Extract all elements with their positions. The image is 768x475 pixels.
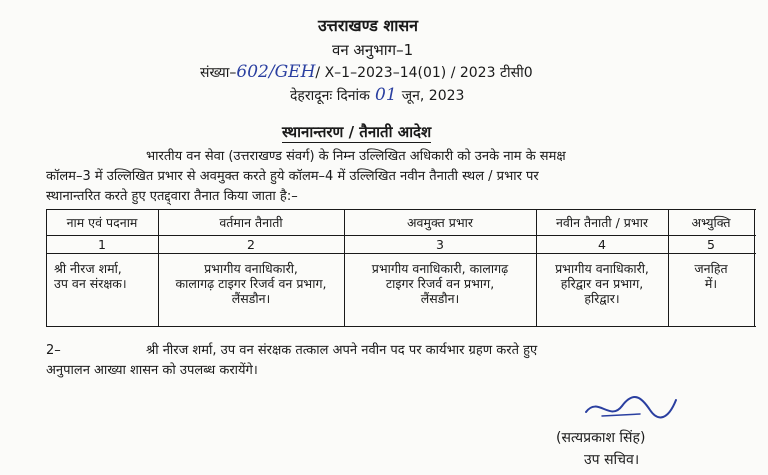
- relieved-charge-line-1: प्रभागीय वनाधिकारी, कालागढ़: [371, 261, 509, 276]
- table-border-bottom: [46, 326, 756, 327]
- date-suffix: जून, 2023: [401, 88, 465, 104]
- table-number-divider: [46, 253, 756, 254]
- table-col-number-5: 5: [707, 237, 715, 252]
- table-header-current-posting: वर्तमान तैनाती: [219, 215, 283, 230]
- table-col-number-3: 3: [436, 237, 444, 252]
- table-border-top: [46, 209, 756, 210]
- para2-line-2: अनुपालन आख्या शासन को उपलब्ध करायेंगे।: [46, 363, 258, 378]
- table-header-relieved-charge: अवमुक्त प्रभार: [406, 215, 474, 230]
- new-posting-line-3: हरिद्वार।: [584, 291, 620, 306]
- ref-suffix: / X–1–2023–14(01) / 2023 टीसी0: [315, 65, 533, 81]
- remarks-line-2: में।: [704, 276, 718, 291]
- table-cell-name: [54, 261, 127, 291]
- current-posting-line-3: लैंसडौन।: [231, 291, 271, 306]
- table-cell-current-posting: [158, 261, 344, 306]
- section-name: वन अनुभाग–1: [332, 41, 414, 59]
- order-title: [282, 122, 431, 142]
- table-header-remarks: अभ्युक्ति: [691, 215, 731, 230]
- signatory-designation: उप सचिव।: [584, 452, 640, 468]
- remarks-line-1: जनहित: [694, 261, 728, 276]
- table-cell-new-posting: [536, 261, 668, 306]
- government-title: उत्तराखण्ड शासन: [318, 16, 419, 35]
- table-col-number-2: 2: [247, 237, 255, 252]
- current-posting-line-2: कालागढ़ टाइगर रिजर्व वन प्रभाग,: [175, 276, 327, 291]
- signatory-name: (सत्यप्रकाश सिंह): [556, 430, 646, 446]
- signature-scribble: [580, 392, 680, 428]
- intro-line-3: स्थानान्तरित करते हुए एतद्द्वारा तैनात किया जाता है:–: [46, 189, 298, 204]
- para2-line-1: श्री नीरज शर्मा, उप वन संरक्षक तत्काल अपने नवीन पद पर कार्यभार ग्रहण करते हुए: [146, 343, 538, 358]
- new-posting-line-1: प्रभागीय वनाधिकारी,: [555, 261, 649, 276]
- table-header-name: नाम एवं पदनाम: [66, 215, 138, 230]
- date-prefix: देहरादूनः दिनांक: [290, 88, 370, 104]
- officer-designation: उप वन संरक्षक।: [54, 276, 127, 291]
- officer-name: श्री नीरज शर्मा,: [54, 261, 122, 276]
- intro-line-2: कॉलम–3 में उल्लिखित प्रभार से अवमुक्त करते हुये कॉलम–4 में उल्लिखित नवीन तैनाती स्थल / प्रभार पर: [46, 169, 539, 184]
- table-header-divider: [46, 235, 756, 236]
- table-cell-remarks: [668, 261, 754, 291]
- intro-line-1: भारतीय वन सेवा (उत्तराखण्ड संवर्ग) के निम्न उल्लिखित अधिकारी को उनके नाम के समक्ष: [146, 149, 566, 164]
- current-posting-line-1: प्रभागीय वनाधिकारी,: [204, 261, 298, 276]
- table-border-right: [754, 209, 755, 327]
- relieved-charge-line-2: टाइगर रिजर्व वन प्रभाग,: [385, 276, 495, 291]
- order-date: [290, 85, 464, 105]
- table-cell-relieved-charge: [344, 261, 536, 306]
- new-posting-line-2: हरिद्वार वन प्रभाग,: [560, 276, 644, 291]
- date-handwritten: 01: [375, 85, 397, 105]
- table-col-number-4: 4: [598, 237, 606, 252]
- ref-handwritten: 602/GEH: [236, 62, 316, 82]
- para2-number: 2–: [46, 343, 61, 358]
- transfer-table: [46, 209, 756, 327]
- ref-prefix: संख्या–: [200, 65, 237, 81]
- order-title-text: स्थानान्तरण / तैनाती आदेश: [282, 123, 432, 141]
- table-header-new-posting: नवीन तैनाती / प्रभार: [555, 215, 649, 230]
- relieved-charge-line-3: लैंसडौन।: [420, 291, 460, 306]
- reference-number: [200, 62, 533, 82]
- table-col-number-1: 1: [98, 237, 106, 252]
